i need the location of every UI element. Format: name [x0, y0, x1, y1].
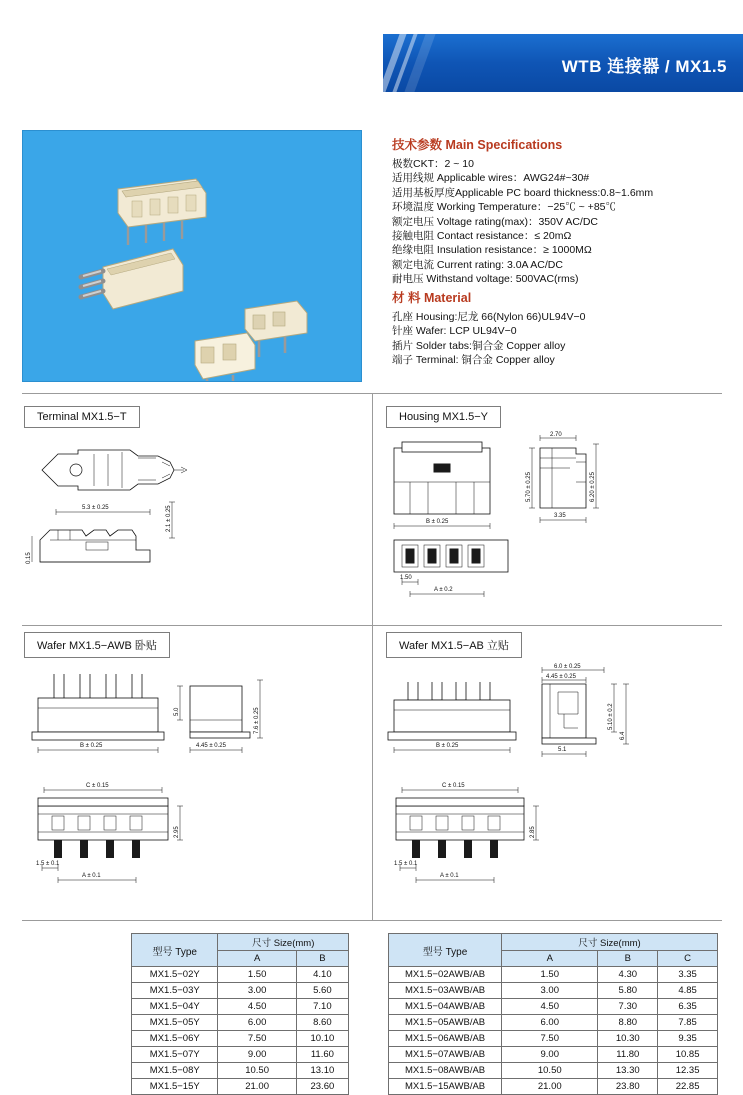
svg-text:7.6 ± 0.25: 7.6 ± 0.25: [254, 707, 260, 734]
material-line: 针座 Wafer: LCP UL94V−0: [392, 325, 517, 338]
svg-text:2.1 ± 0.25: 2.1 ± 0.25: [166, 505, 172, 532]
cell-type: MX1.5−08Y: [132, 1063, 218, 1079]
cell-b: 23.80: [598, 1079, 658, 1095]
table-row: [389, 967, 718, 983]
spec-line: 适用基板厚度Applicable PC board thickness:0.8~1.6mm: [392, 186, 654, 199]
wafer-awb-drawing: [22, 662, 362, 912]
table-row: [389, 1047, 718, 1063]
cell-type: MX1.5−04AWB/AB: [389, 999, 502, 1015]
table-row: [389, 999, 718, 1015]
table-col-a: A: [218, 951, 296, 967]
cell-a: 6.00: [218, 1015, 296, 1031]
table-col-c: C: [658, 951, 718, 967]
cell-type: MX1.5−05Y: [132, 1015, 218, 1031]
cell-b: 13.30: [598, 1063, 658, 1079]
table-row: [132, 999, 349, 1015]
wafer-ab-drawing: [382, 662, 722, 912]
table-row: [389, 1031, 718, 1047]
cell-type: MX1.5−04Y: [132, 999, 218, 1015]
svg-text:5.0: 5.0: [174, 707, 180, 716]
cell-a: 1.50: [218, 967, 296, 983]
material-heading: 材 料 Material: [392, 291, 472, 305]
table-header-size: 尺寸 Size(mm): [502, 934, 718, 951]
cell-a: 6.00: [502, 1015, 598, 1031]
table-header-type: 型号 Type: [132, 934, 218, 967]
section-title-wafer-ab: Wafer MX1.5−AB 立贴: [386, 632, 522, 658]
spec-line: 适用线规 Applicable wires：AWG24#~30#: [392, 172, 590, 185]
svg-text:4.45 ± 0.25: 4.45 ± 0.25: [196, 743, 226, 749]
spec-line: 接触电阻 Contact resistance：≤ 20mΩ: [392, 230, 572, 243]
svg-text:4.45 ± 0.25: 4.45 ± 0.25: [546, 674, 576, 680]
page-title: WTB 连接器 / MX1.5: [561, 57, 727, 76]
table-row: [132, 1015, 349, 1031]
cell-type: MX1.5−06Y: [132, 1031, 218, 1047]
cell-type: MX1.5−06AWB/AB: [389, 1031, 502, 1047]
cell-b: 5.60: [296, 983, 348, 999]
cell-a: 10.50: [502, 1063, 598, 1079]
cell-b: 8.60: [296, 1015, 348, 1031]
table-row: [132, 1047, 349, 1063]
svg-text:3.35: 3.35: [554, 513, 566, 519]
table-row: [132, 1063, 349, 1079]
cell-a: 4.50: [218, 999, 296, 1015]
main-specifications: [392, 135, 732, 287]
table-col-b: B: [598, 951, 658, 967]
divider: [372, 393, 373, 625]
svg-text:5.70 ± 0.25: 5.70 ± 0.25: [526, 472, 532, 502]
table-header-type: 型号 Type: [389, 934, 502, 967]
svg-text:A ± 0.1: A ± 0.1: [82, 873, 101, 879]
section-title-housing: Housing MX1.5−Y: [386, 406, 501, 428]
cell-a: 3.00: [502, 983, 598, 999]
cell-c: 12.35: [658, 1063, 718, 1079]
product-photo: [22, 130, 362, 382]
cell-c: 9.35: [658, 1031, 718, 1047]
cell-c: 22.85: [658, 1079, 718, 1095]
cell-a: 9.00: [502, 1047, 598, 1063]
spec-line: 额定电流 Current rating: 3.0A AC/DC: [392, 258, 563, 271]
cell-a: 3.00: [218, 983, 296, 999]
table-row: [389, 1063, 718, 1079]
svg-text:5.10 ± 0.2: 5.10 ± 0.2: [608, 703, 614, 730]
section-title-terminal: Terminal MX1.5−T: [24, 406, 140, 428]
cell-type: MX1.5−02Y: [132, 967, 218, 983]
cell-a: 1.50: [502, 967, 598, 983]
cell-b: 7.10: [296, 999, 348, 1015]
spec-line: 额定电压 Voltage rating(max)：350V AC/DC: [392, 215, 598, 228]
material-line: 孔座 Housing:尼龙 66(Nylon 66)UL94V−0: [392, 311, 586, 323]
table-header-row: [389, 934, 718, 951]
cell-c: 6.35: [658, 999, 718, 1015]
table-row: [389, 983, 718, 999]
cell-c: 3.35: [658, 967, 718, 983]
svg-text:A ± 0.2: A ± 0.2: [434, 587, 453, 593]
cell-b: 11.80: [598, 1047, 658, 1063]
svg-text:2.85: 2.85: [530, 826, 536, 838]
svg-text:1.50: 1.50: [400, 575, 412, 581]
divider: [22, 920, 722, 921]
svg-text:C ± 0.15: C ± 0.15: [86, 783, 109, 789]
cell-type: MX1.5−03AWB/AB: [389, 983, 502, 999]
table-row: [132, 1031, 349, 1047]
svg-text:6.4: 6.4: [620, 731, 626, 740]
cell-b: 10.30: [598, 1031, 658, 1047]
cell-b: 11.60: [296, 1047, 348, 1063]
table-row: [132, 983, 349, 999]
cell-a: 4.50: [502, 999, 598, 1015]
cell-b: 4.30: [598, 967, 658, 983]
housing-size-table: [131, 933, 349, 1095]
svg-text:B ± 0.25: B ± 0.25: [426, 519, 449, 525]
cell-c: 4.85: [658, 983, 718, 999]
cell-b: 10.10: [296, 1031, 348, 1047]
spec-line: 绝缘电阻 Insulation resistance：≥ 1000MΩ: [392, 244, 592, 257]
section-title-wafer-awb: Wafer MX1.5−AWB 卧贴: [24, 632, 170, 658]
table-row: [132, 1079, 349, 1095]
cell-b: 23.60: [296, 1079, 348, 1095]
cell-type: MX1.5−08AWB/AB: [389, 1063, 502, 1079]
table-col-a: A: [502, 951, 598, 967]
cell-a: 21.00: [218, 1079, 296, 1095]
svg-text:6.0 ± 0.25: 6.0 ± 0.25: [554, 664, 581, 670]
spec-line: 极数CKT：2 ~ 10: [392, 158, 474, 170]
material-section: [392, 288, 732, 368]
svg-text:B ± 0.25: B ± 0.25: [436, 743, 459, 749]
cell-type: MX1.5−05AWB/AB: [389, 1015, 502, 1031]
svg-text:A ± 0.1: A ± 0.1: [440, 873, 459, 879]
table-header-row: [132, 934, 349, 951]
cell-a: 10.50: [218, 1063, 296, 1079]
cell-b: 13.10: [296, 1063, 348, 1079]
cell-type: MX1.5−07Y: [132, 1047, 218, 1063]
svg-text:1.5 ± 0.1: 1.5 ± 0.1: [36, 861, 60, 867]
wafer-size-table: [388, 933, 718, 1095]
svg-text:5.3 ± 0.25: 5.3 ± 0.25: [82, 505, 109, 511]
svg-text:0.15: 0.15: [26, 552, 32, 564]
material-line: 端子 Terminal: 铜合金 Copper alloy: [392, 354, 555, 367]
cell-c: 7.85: [658, 1015, 718, 1031]
cell-b: 5.80: [598, 983, 658, 999]
cell-a: 7.50: [218, 1031, 296, 1047]
svg-text:1.5 ± 0.1: 1.5 ± 0.1: [394, 861, 418, 867]
cell-type: MX1.5−15Y: [132, 1079, 218, 1095]
divider: [372, 625, 373, 920]
svg-text:C ± 0.15: C ± 0.15: [442, 783, 465, 789]
cell-c: 10.85: [658, 1047, 718, 1063]
table-row: [389, 1079, 718, 1095]
svg-text:B ± 0.25: B ± 0.25: [80, 743, 103, 749]
table-col-b: B: [296, 951, 348, 967]
cell-b: 4.10: [296, 967, 348, 983]
table-row: [132, 967, 349, 983]
svg-text:6.20 ± 0.25: 6.20 ± 0.25: [590, 472, 596, 502]
cell-type: MX1.5−15AWB/AB: [389, 1079, 502, 1095]
cell-type: MX1.5−07AWB/AB: [389, 1047, 502, 1063]
housing-drawing: [382, 430, 722, 620]
table-header-size: 尺寸 Size(mm): [218, 934, 349, 951]
cell-b: 7.30: [598, 999, 658, 1015]
specs-heading: 技术参数 Main Specifications: [392, 138, 563, 152]
cell-a: 21.00: [502, 1079, 598, 1095]
spec-line: 耐电压 Withstand voltage: 500VAC(rms): [392, 273, 579, 286]
cell-a: 9.00: [218, 1047, 296, 1063]
spec-line: 环境温度 Working Temperature：−25℃ ~ +85℃: [392, 201, 616, 214]
terminal-drawing: [22, 440, 362, 620]
cell-a: 7.50: [502, 1031, 598, 1047]
material-line: 插片 Solder tabs:铜合金 Copper alloy: [392, 339, 566, 352]
svg-text:5.1: 5.1: [558, 747, 567, 753]
svg-text:2.95: 2.95: [174, 826, 180, 838]
cell-type: MX1.5−02AWB/AB: [389, 967, 502, 983]
cell-b: 8.80: [598, 1015, 658, 1031]
page-header-banner: [383, 34, 743, 92]
cell-type: MX1.5−03Y: [132, 983, 218, 999]
table-row: [389, 1015, 718, 1031]
svg-text:2.70: 2.70: [550, 432, 562, 438]
